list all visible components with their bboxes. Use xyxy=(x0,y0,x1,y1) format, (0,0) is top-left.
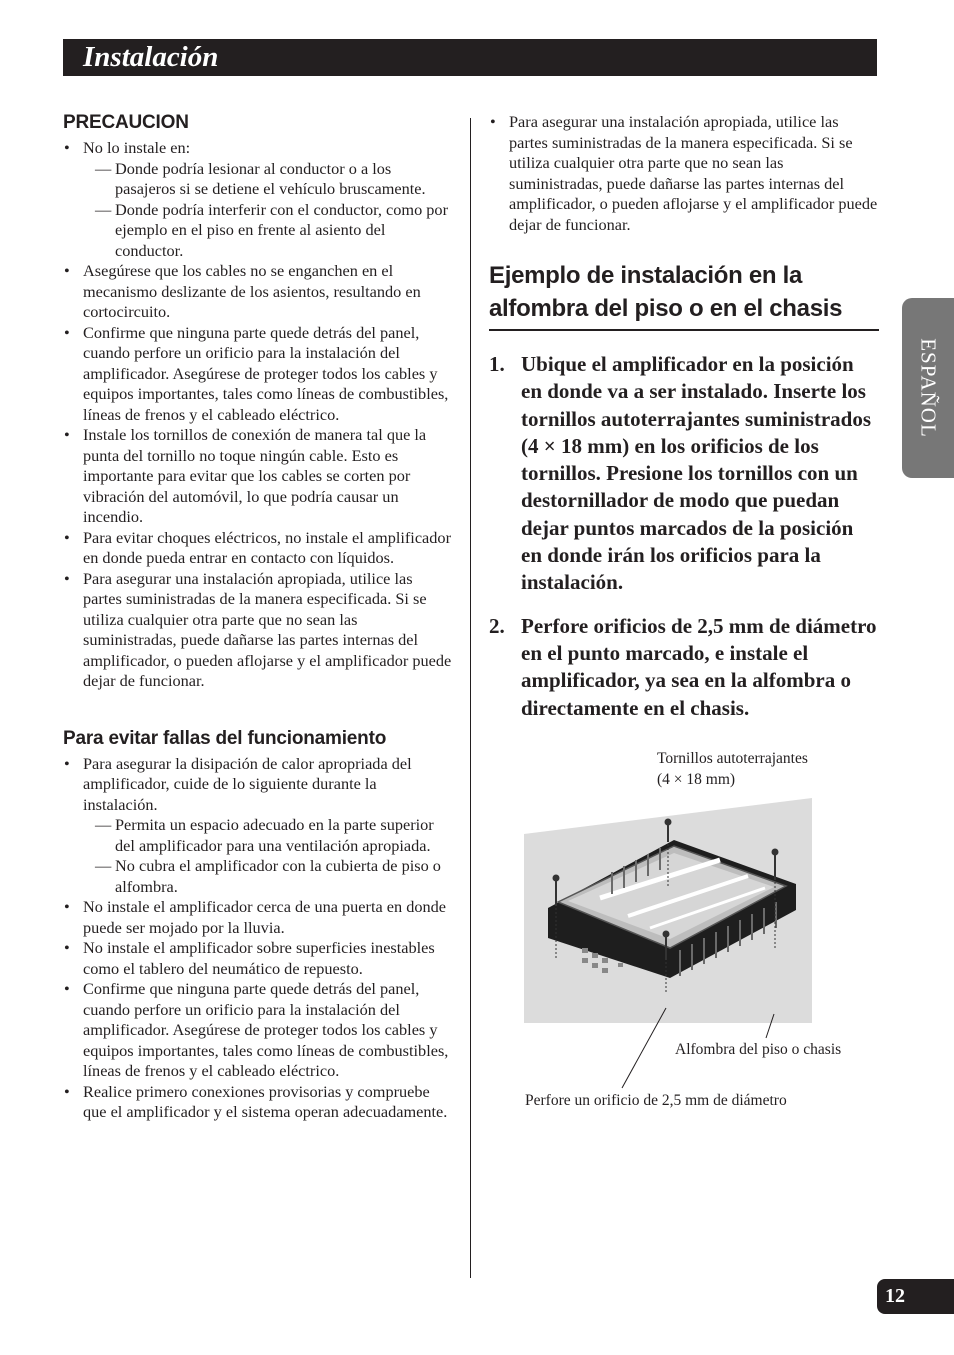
amplifier-installation-illustration xyxy=(520,798,816,1026)
list-item-text: Para asegurar la disipación de calor apropriada del amplificador, cuide de lo siguiente durante la instalación. xyxy=(83,753,412,814)
screws-label-line2: (4 × 18 mm) xyxy=(657,770,736,788)
precaution-heading: PRECAUCION xyxy=(63,112,189,133)
list-item-text: Para asegurar una instalación apropiada, utilice las partes suministradas de la manera especificada. Si se utiliza cualquier otra parte que no sean las suministradas, puede dañarse las partes internas del amplificador, o pueden aflojarse y el amplificador puede dejar de funcionar. xyxy=(83,568,452,690)
precaution-list xyxy=(63,138,455,692)
floor-label: Alfombra del piso o chasis xyxy=(675,1041,842,1058)
list-item xyxy=(63,138,455,261)
list-item-text: Confirme que ninguna parte quede detrás del panel, cuando perfore un orificio para la instalación del amplificador. Asegúrese de proteger todos los cables y equipos importantes, tales como líneas de combustibles, líneas de frenos y el cableado eléctrico. xyxy=(83,322,449,424)
left-column xyxy=(63,112,455,1123)
list-item xyxy=(63,425,455,528)
list-item xyxy=(63,528,455,569)
page-number-box xyxy=(877,1279,954,1314)
list-item xyxy=(63,1082,455,1123)
list-item-text: Para evitar choques eléctricos, no instale el amplificador en donde pueda entrar en contacto con líquidos. xyxy=(83,527,451,567)
step-number: 2. xyxy=(489,613,505,638)
list-item-text: No lo instale en: xyxy=(83,138,191,157)
screws-label-line1: Tornillos autoterrajantes xyxy=(657,750,808,767)
sub-list-item: — Permita un espacio adecuado en la parte superior del amplificador para una ventilación apropiada. xyxy=(83,815,455,856)
list-item xyxy=(63,323,455,426)
list-item xyxy=(63,897,455,938)
column-divider xyxy=(470,118,471,1278)
list-item xyxy=(63,979,455,1082)
list-item xyxy=(63,938,455,979)
sub-list xyxy=(83,815,455,897)
sub-list xyxy=(83,159,455,262)
language-tab-label: ESPAÑOL xyxy=(916,338,941,438)
malfunction-heading: Para evitar fallas del funcionamiento xyxy=(63,727,387,749)
list-item-text: No instale el amplificador sobre superficies inestables como el tablero del neumático de repuesto. xyxy=(83,938,435,978)
list-item-text: Instale los tornillos de conexión de manera tal que la punta del tornillo no toque ningún cable. Esto es importante para evitar que los cables se corten por vibración del automóvil, lo que podría causar un incendio. xyxy=(83,425,427,526)
list-item: • Para asegurar una instalación apropiada, utilice las partes suministradas de la manera especificada. Si se utiliza cualquier otra parte que no sean las suministradas, puede dañarse las partes internas del amplificador, o pueden aflojarse y el amplificador puede dejar de funcionar. xyxy=(489,112,879,235)
step-item xyxy=(489,613,879,722)
list-item xyxy=(63,569,455,692)
sub-list-item: — Donde podría lesionar al conductor o a los pasajeros si se detiene el vehículo bruscamente. xyxy=(83,159,455,200)
list-item xyxy=(63,754,455,898)
sub-list-item: — Donde podría interferir con el conductor, como por ejemplo en el piso en frente al asiento del conductor. xyxy=(83,200,455,262)
step-item xyxy=(489,351,879,597)
page-number: 12 xyxy=(885,1285,905,1307)
step-text: Ubique el amplificador en la posición en donde va a ser instalado. Inserte los tornillos autoterrajantes suministrados (4 × 18 mm) en los orificios de los tornillos. Presione los tornillos con un destornillador de modo que puedan dejar puntos marcados de la posición en donde irán los orificios para la instalación. xyxy=(521,352,871,595)
malfunction-list xyxy=(63,754,455,1123)
list-item-text: No instale el amplificador cerca de una puerta en donde puede ser mojado por la lluvia. xyxy=(83,897,446,937)
step-number: 1. xyxy=(489,352,505,376)
language-tab xyxy=(902,298,954,478)
screws-label xyxy=(657,749,808,790)
section-title: Ejemplo de instalación en la alfombra del piso o en el chasis xyxy=(489,259,879,331)
list-item-text: Asegúrese que los cables no se enganchen en el mecanismo deslizante de los asientos, resultando en cortocircuito. xyxy=(83,261,421,321)
steps-list xyxy=(489,351,879,722)
page-title: Instalación xyxy=(83,41,219,73)
right-bullet-list xyxy=(489,112,879,235)
list-item xyxy=(63,261,455,323)
list-item-text: Confirme que ninguna parte quede detrás del panel, cuando perfore un orificio para la instalación del amplificador. Asegúrese de proteger todos los cables y equipos importantes, tales como líneas de combustibles, líneas de frenos y el cableado eléctrico. xyxy=(83,979,449,1080)
step-text: Perfore orificios de 2,5 mm de diámetro en el punto marcado, e instale el amplificador, ya sea en la alfombra o directamente en el chasis. xyxy=(521,613,877,720)
header-bar xyxy=(63,39,877,76)
drill-label: Perfore un orificio de 2,5 mm de diámetro xyxy=(525,1092,787,1109)
sub-list-item: — No cubra el amplificador con la cubierta de piso o alfombra. xyxy=(83,856,455,897)
list-item-text: Realice primero conexiones provisorias y compruebe que el amplificador y el sistema operan adecuadamente. xyxy=(83,1081,448,1121)
right-column xyxy=(489,112,879,738)
